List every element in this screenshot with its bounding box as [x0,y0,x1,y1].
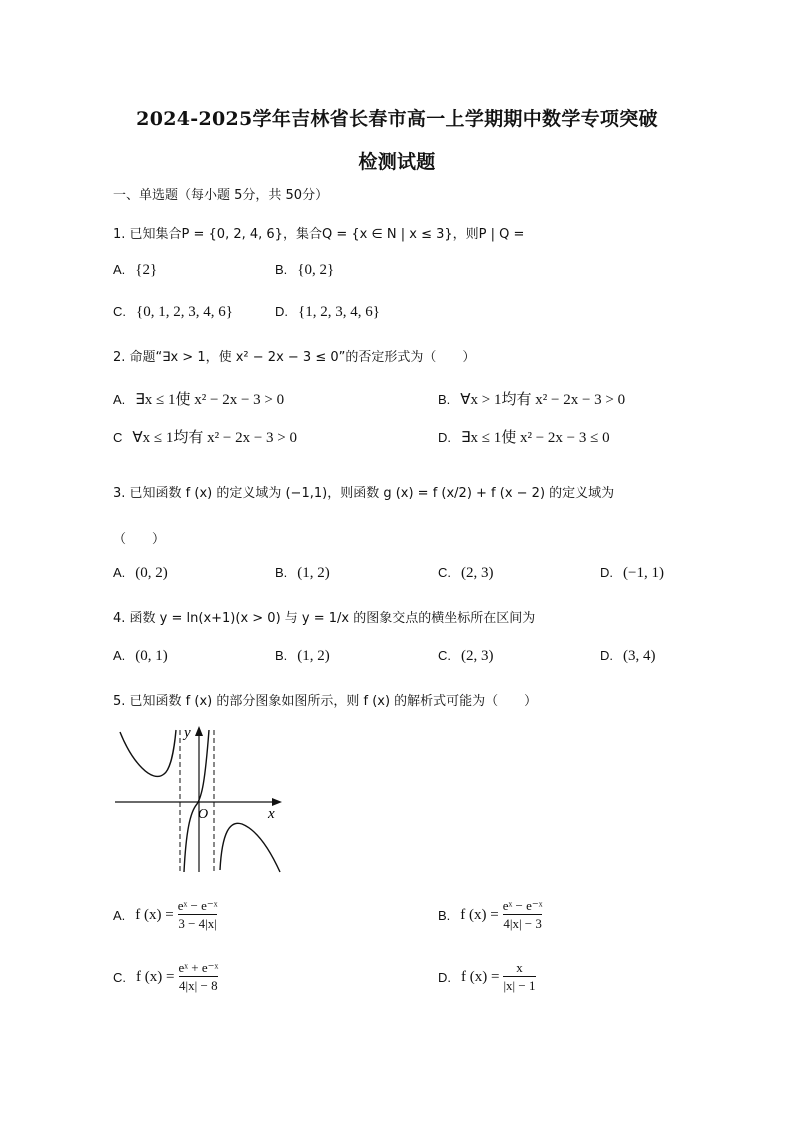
y-axis-label: y [184,725,191,741]
doc-title-line2: 检测试题 [358,151,436,173]
function-graph-svg [112,722,292,877]
curve-right-branch [220,823,280,872]
q1-option-b[interactable]: B. {0, 2} [275,262,335,278]
curve-middle-branch [184,730,209,872]
q4-option-c[interactable]: C. (2, 3) [438,648,494,664]
q5-option-d[interactable]: D. f (x) = $\frac{x}{|x| - 1}$ [438,960,536,993]
x-axis-arrow-icon [272,798,282,806]
q4-option-d[interactable]: D. (3, 4) [600,648,656,664]
origin-label: O [198,807,209,822]
question-2-stem: 2. 命题“∃x > 1，使 x² − 2x − 3 ≤ 0”的否定形式为（ ） [113,350,476,365]
doc-title-line1: 2024-2025学年吉林省长春市高一上学期期中数学专项突破 [136,108,658,130]
question-4-stem: 4. 函数 y = ln(x+1)(x > 0) 与 y = 1/x 的图象交点的横坐标所在区间为 [113,611,536,626]
q5c-denominator: 4|x| − 8 [179,978,218,993]
q5b-numerator: eˣ − e⁻ˣ [502,898,543,913]
question-5-stem: 5. 已知函数 f (x) 的部分图象如图所示，则 f (x) 的解析式可能为（ ） [113,694,538,709]
q5-option-a[interactable]: A. f (x) = $\frac{\text{eˣ − e⁻ˣ}}{3 - 4|x|}$ [113,898,218,931]
q5b-denominator: 4|x| − 3 [503,916,542,931]
q5a-numerator: eˣ − e⁻ˣ [177,898,218,913]
q3-option-b[interactable]: B. (1, 2) [275,565,330,581]
q2-option-d[interactable]: D. ∃x ≤ 1使 x² − 2x − 3 ≤ 0 [438,430,610,446]
q5d-numerator: x [516,960,523,975]
q1-option-a[interactable]: A. {2} [113,262,158,278]
q2-option-c[interactable]: C ∀x ≤ 1均有 x² − 2x − 3 > 0 [113,430,298,446]
q2-option-b[interactable]: B. ∀x > 1均有 x² − 2x − 3 > 0 [438,392,626,408]
function-graph [112,722,292,877]
q3-option-d[interactable]: D. (−1, 1) [600,565,664,581]
q2-option-a[interactable]: A. ∃x ≤ 1使 x² − 2x − 3 > 0 [113,392,285,408]
y-axis-arrow-icon [195,726,203,736]
q5-option-b[interactable]: B. f (x) = $\frac{\text{eˣ − e⁻ˣ}}{4|x| - 3}$ [438,898,543,931]
q4-option-a[interactable]: A. (0, 1) [113,648,168,664]
q5d-denominator: |x| − 1 [503,978,536,993]
x-axis-label: x [268,806,275,822]
q1-option-c[interactable]: C. {0, 1, 2, 3, 4, 6} [113,304,233,320]
curve-left-branch [120,730,176,776]
q3-option-c[interactable]: C. (2, 3) [438,565,494,581]
question-3-stem-cont: （ ） [113,532,166,547]
q1-option-d[interactable]: D. {1, 2, 3, 4, 6} [275,304,380,320]
q5-option-c[interactable]: C. f (x) = $\frac{\text{eˣ + e⁻ˣ}}{4|x| - 8}$ [113,960,219,993]
question-1-stem: 1. 已知集合P = {0, 2, 4, 6}，集合Q = {x ∈ N | x ≤ 3}，则P | Q = [113,227,525,242]
question-3-stem: 3. 已知函数 f (x) 的定义域为 (−1,1)，则函数 g (x) = f (x/2) + f (x − 2) 的定义域为 [113,486,615,501]
q3-option-a[interactable]: A. (0, 2) [113,565,168,581]
q4-option-b[interactable]: B. (1, 2) [275,648,330,664]
q5a-denominator: 3 − 4|x| [178,916,217,931]
section-heading: 一、单选题（每小题 5分，共 50分） [113,188,329,203]
q5c-numerator: eˣ + e⁻ˣ [178,960,219,975]
